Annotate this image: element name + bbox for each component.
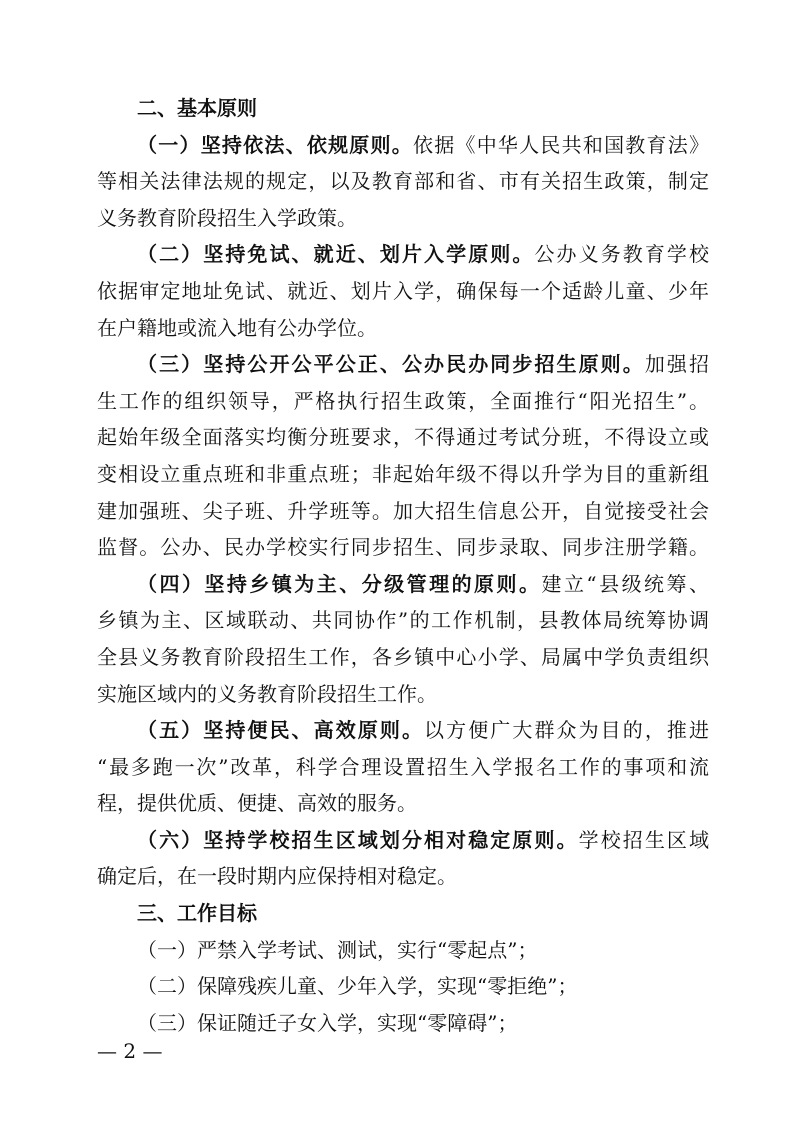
principle-6-title: （六）坚持学校招生区域划分相对稳定原则。	[137, 827, 579, 852]
paragraph-principle-6	[97, 822, 709, 895]
principle-3-title: （三）坚持公开公平公正、公办民办同步招生原则。	[137, 352, 645, 377]
principle-2-title: （二）坚持免试、就近、划片入学原则。	[137, 242, 535, 267]
text-line: 生工作的组织领导，严格执行招生政策，全面推行“阳光招生”。	[97, 388, 709, 413]
text-line: 确定后，在一段时期内应保持相对稳定。	[97, 864, 457, 889]
document-body	[97, 90, 709, 1041]
text-line: 乡镇为主、区域联动、共同协作”的工作机制，县教体局统筹协调	[97, 608, 709, 633]
text-line: 起始年级全面落实均衡分班要求，不得通过考试分班，不得设立或	[97, 425, 709, 450]
text-line: 建加强班、尖子班、升学班等。加大招生信息公开，自觉接受社会	[97, 498, 709, 523]
principle-6-text: 学校招生区域	[578, 827, 709, 852]
text-line: 义务教育阶段招生入学政策。	[97, 205, 357, 230]
principle-1-title: （一）坚持依法、依规原则。	[137, 132, 413, 157]
paragraph-principle-4	[97, 566, 709, 712]
page-number: — 2 —	[97, 1039, 163, 1063]
paragraph-principle-3	[97, 346, 709, 566]
text-line: 监督。公办、民办学校实行同步招生、同步录取、同步注册学籍。	[97, 535, 709, 560]
goal-item: （一）严禁入学考试、测试，实行“零起点”；	[137, 937, 538, 962]
text-line: “最多跑一次”改革，科学合理设置招生入学报名工作的事项和流	[97, 754, 709, 779]
principle-2-text: 公办义务教育学校	[534, 242, 709, 267]
paragraph-principle-5	[97, 712, 709, 822]
text-line: 依据审定地址免试、就近、划片入学，确保每一个适龄儿童、少年	[97, 278, 709, 303]
principle-5-text: 以方便广大群众为目的，推进	[424, 718, 709, 743]
principle-1-text: 依据《中华人民共和国教育法》	[413, 132, 709, 157]
text-line: 在户籍地或流入地有公办学位。	[97, 315, 377, 340]
principle-4-title: （四）坚持乡镇为主、分级管理的原则。	[137, 571, 542, 596]
text-line: 等相关法律法规的规定，以及教育部和省、市有关招生政策，制定	[97, 169, 709, 194]
principle-5-title: （五）坚持便民、高效原则。	[137, 718, 425, 743]
text-line: 程，提供优质、便捷、高效的服务。	[97, 791, 417, 816]
principle-4-text: 建立“县级统筹、	[541, 571, 709, 596]
text-line: 变相设立重点班和非重点班；非起始年级不得以升学为目的重新组	[97, 461, 709, 486]
goals-list	[97, 932, 709, 1042]
goal-item: （三）保证随迁子女入学，实现“零障碍”；	[137, 1010, 518, 1035]
principle-3-text: 加强招	[644, 352, 709, 377]
text-line: 全县义务教育阶段招生工作，各乡镇中心小学、局属中学负责组织	[97, 644, 709, 669]
text-line: 实施区域内的义务教育阶段招生工作。	[97, 681, 437, 706]
goal-item: （二）保障残疾儿童、少年入学，实现“零拒绝”；	[137, 974, 578, 999]
paragraph-principle-1	[97, 127, 709, 237]
paragraph-principle-2	[97, 236, 709, 346]
section-heading-goals: 三、工作目标	[137, 901, 257, 926]
section-heading-principles: 二、基本原则	[137, 96, 257, 120]
